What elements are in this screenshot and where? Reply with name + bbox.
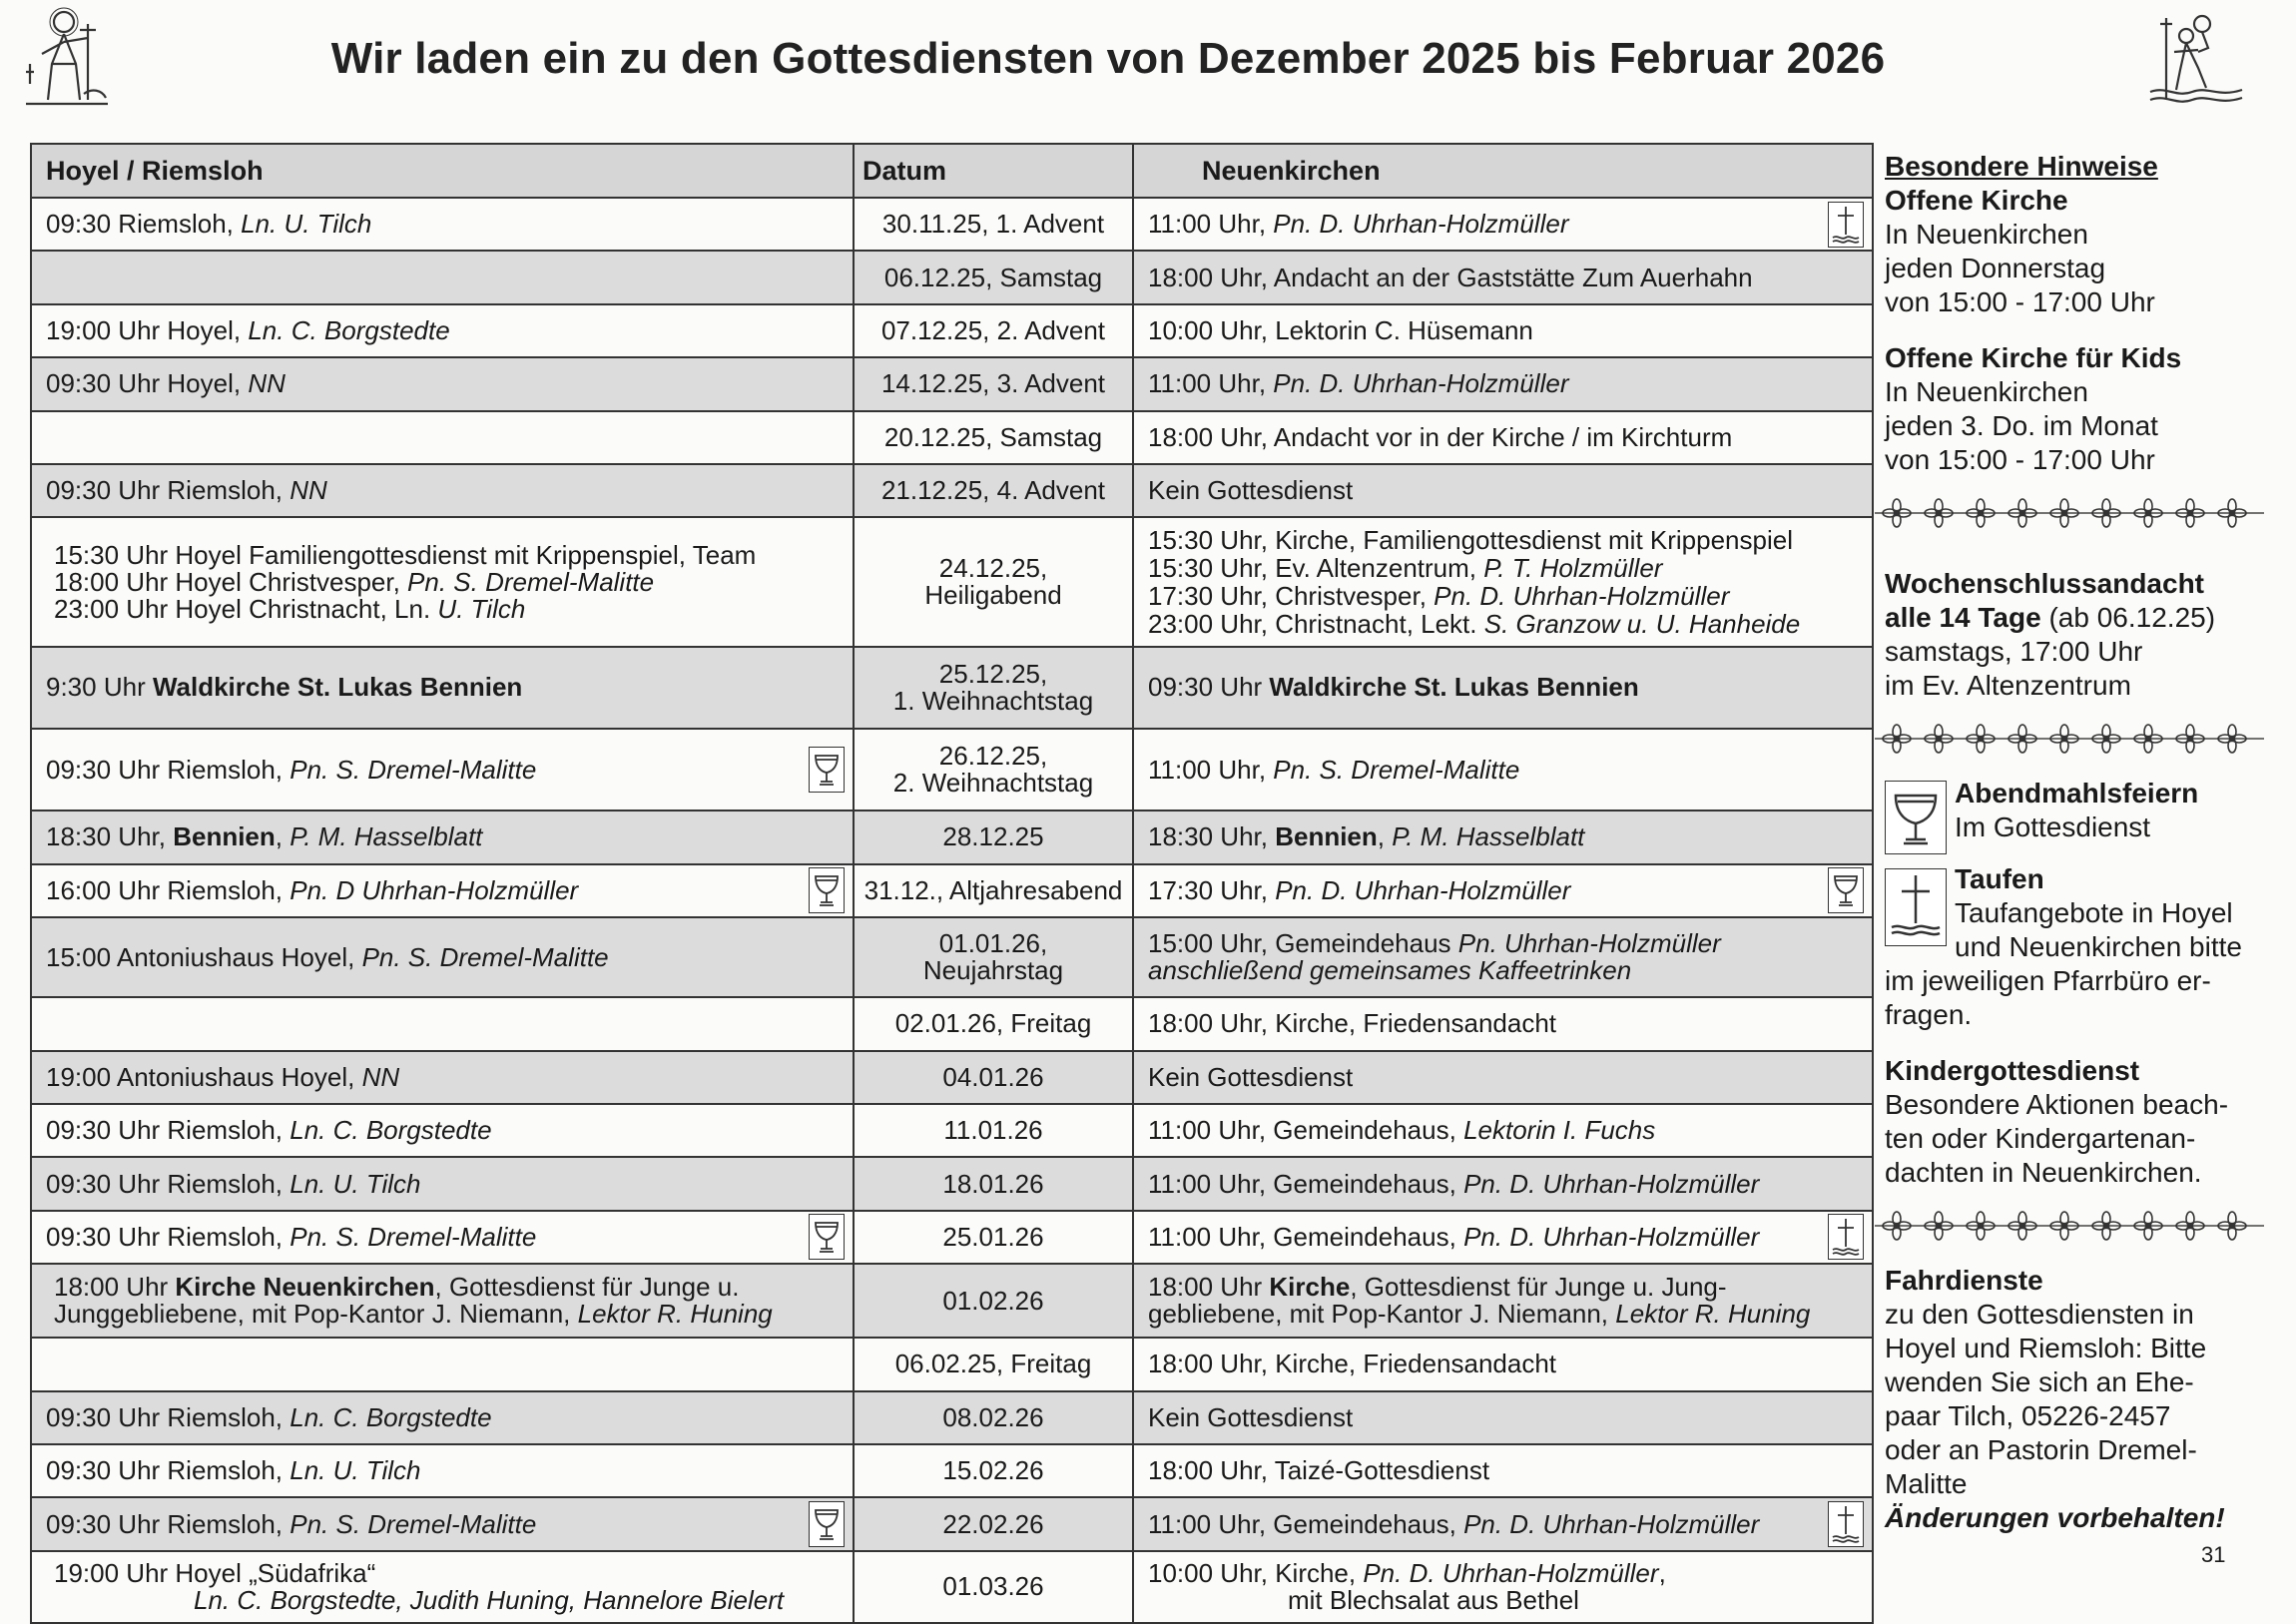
table-row — [31, 411, 1873, 464]
hoyel-text: 19:00 Uhr Hoyel, — [46, 315, 249, 346]
date-text: 31.12., Altjahresabend — [863, 874, 1123, 905]
hoyel-text: 09:30 Uhr Riemsloh, — [46, 1401, 290, 1432]
neuenkirchen-text: gebliebene, mit Pop-Kantor J. Niemann, — [1148, 1299, 1616, 1330]
date-text: 06.02.25, Freitag — [894, 1349, 1092, 1379]
hoyel-text: Ln. C. Borgstedte — [289, 1115, 492, 1146]
cross-water-icon — [1828, 1501, 1864, 1547]
neuenkirchen-text: Pn. D. Uhrhan-Holzmüller — [1463, 1168, 1760, 1199]
offene-kirche-line: jeden Donnerstag — [1885, 253, 2106, 283]
kindergottesdienst-block — [1885, 1054, 2269, 1190]
date-cell — [854, 1338, 1133, 1390]
date-cell — [854, 917, 1133, 997]
cross-water-icon — [1885, 868, 1947, 946]
hoyel-cell — [31, 1211, 854, 1264]
hoyel-text: Pn. S. Dremel-Malitte — [361, 941, 609, 972]
date-cell — [854, 411, 1133, 464]
neuenkirchen-text: 10:00 Uhr, Kirche, — [1148, 1557, 1364, 1588]
chalice-icon — [809, 1501, 845, 1547]
hoyel-cell — [31, 729, 854, 811]
taufen-line: fragen. — [1885, 999, 1973, 1030]
hoyel-text: 09:30 Uhr Riemsloh, — [46, 1168, 290, 1199]
date-cell — [854, 464, 1133, 517]
cross-water-icon — [1828, 202, 1864, 248]
page-number: 31 — [2201, 1542, 2226, 1567]
date-text: 2. Weihnachtstag — [892, 768, 1094, 799]
date-cell — [854, 1551, 1133, 1623]
neuenkirchen-text: , Gottesdienst für Junge u. Jung- — [1350, 1272, 1727, 1303]
neuenkirchen-text: 18:00 Uhr, Kirche, Friedensandacht — [1148, 1008, 1557, 1039]
saint-christopher-logo-icon — [2146, 10, 2246, 106]
neuenkirchen-text: 09:30 Uhr — [1148, 672, 1270, 703]
neuenkirchen-cell — [1133, 411, 1873, 464]
hoyel-cell — [31, 198, 854, 251]
neuenkirchen-text: 11:00 Uhr, — [1148, 209, 1274, 240]
hoyel-text: Kirche Neuenkirchen — [175, 1272, 435, 1303]
date-text: 14.12.25, 3. Advent — [880, 368, 1106, 399]
table-row — [31, 1157, 1873, 1210]
neuenkirchen-text: Kein Gottesdienst — [1148, 1061, 1354, 1092]
hoyel-text: Ln. U. Tilch — [289, 1168, 421, 1199]
neuenkirchen-text: Pn. D. Uhrhan-Holzmüller — [1363, 1557, 1659, 1588]
hoyel-cell — [31, 997, 854, 1050]
date-cell — [854, 1444, 1133, 1497]
table-row — [31, 917, 1873, 997]
offene-kirche-line: von 15:00 - 17:00 Uhr — [1885, 286, 2155, 317]
neuenkirchen-text: Pn. D. Uhrhan-Holzmüller — [1275, 874, 1571, 905]
abendmahl-legend — [1885, 777, 2269, 844]
hoyel-text: Ln. C. Borgstedte, Judith Huning, Hannelore Bielert — [194, 1584, 785, 1615]
neuenkirchen-cell — [1133, 1444, 1873, 1497]
table-row — [31, 1444, 1873, 1497]
taufen-line: und Neuenkirchen bitte — [1955, 931, 2242, 962]
table-row — [31, 251, 1873, 303]
date-cell — [854, 251, 1133, 303]
hoyel-cell — [31, 1157, 854, 1210]
date-text: 22.02.26 — [942, 1508, 1044, 1539]
neuenkirchen-cell — [1133, 1051, 1873, 1104]
date-text: 01.02.26 — [942, 1285, 1044, 1316]
table-row — [31, 1497, 1873, 1550]
date-text: 1. Weihnachtstag — [892, 685, 1094, 716]
kinder-line: dachten in Neuenkirchen. — [1885, 1157, 2202, 1188]
date-text: 01.03.26 — [942, 1571, 1044, 1602]
neuenkirchen-cell — [1133, 1104, 1873, 1157]
taufen-legend — [1885, 862, 2269, 964]
hoyel-text: Pn. S. Dremel-Malitte — [289, 1508, 537, 1539]
neuenkirchen-text: Pn. Uhrhan-Holzmüller — [1457, 928, 1721, 959]
abendmahl-text: Im Gottesdienst — [1955, 812, 2151, 842]
neuenkirchen-text: Pn. D. Uhrhan-Holzmüller — [1434, 581, 1730, 612]
date-cell — [854, 1264, 1133, 1338]
neuenkirchen-cell — [1133, 811, 1873, 863]
neuenkirchen-text: 11:00 Uhr, Gemeindehaus, — [1148, 1221, 1464, 1252]
hoyel-text: Pn. S. Dremel-Malitte — [289, 1221, 537, 1252]
date-text: 11.01.26 — [943, 1115, 1043, 1146]
hoyel-cell — [31, 304, 854, 357]
fahr-line: oder an Pastorin Dremel- — [1885, 1434, 2197, 1465]
neuenkirchen-text: 15:00 Uhr, Gemeindehaus — [1148, 928, 1458, 959]
table-row — [31, 304, 1873, 357]
neuenkirchen-text: 11:00 Uhr, — [1148, 368, 1274, 399]
hoyel-text: P. M. Hasselblatt — [289, 821, 483, 852]
hoyel-text: 09:30 Uhr Riemsloh, — [46, 1508, 290, 1539]
neuenkirchen-text: P. T. Holzmüller — [1483, 553, 1663, 584]
date-text: 28.12.25 — [942, 821, 1044, 852]
hoyel-text: , Gottesdienst für Junge u. — [434, 1272, 740, 1303]
table-row — [31, 864, 1873, 917]
kids-line: von 15:00 - 17:00 Uhr — [1885, 444, 2155, 475]
neuenkirchen-cell — [1133, 517, 1873, 646]
hoyel-text: 09:30 Uhr Riemsloh, — [46, 754, 290, 785]
hoyel-text: Ln. C. Borgstedte — [289, 1401, 492, 1432]
table-row — [31, 1338, 1873, 1390]
kinder-title: Kindergottesdienst — [1885, 1055, 2140, 1086]
neuenkirchen-cell — [1133, 251, 1873, 303]
table-row — [31, 1264, 1873, 1338]
neuenkirchen-text: mit Blechsalat aus Bethel — [1288, 1584, 1579, 1615]
fahr-line: paar Tilch, 05226-2457 — [1885, 1400, 2171, 1431]
hoyel-text: Pn. D Uhrhan-Holzmüller — [289, 874, 579, 905]
neuenkirchen-cell — [1133, 1338, 1873, 1390]
hoyel-text: 15:00 Antoniushaus Hoyel, — [46, 941, 362, 972]
date-cell — [854, 1157, 1133, 1210]
header-hoyel: Hoyel / Riemsloh — [31, 144, 854, 198]
wochenschluss-frequency: alle 14 Tage — [1885, 602, 2041, 633]
floral-divider-icon — [1875, 1206, 2269, 1246]
table-row — [31, 198, 1873, 251]
hoyel-text: 18:00 Uhr — [54, 1272, 176, 1303]
neuenkirchen-cell — [1133, 304, 1873, 357]
kids-block — [1885, 341, 2269, 477]
hoyel-text: Bennien — [173, 821, 276, 852]
date-text: Heiligabend — [924, 580, 1062, 611]
hoyel-text: 23:00 Uhr Hoyel Christnacht, Ln. — [54, 593, 438, 624]
hoyel-cell — [31, 251, 854, 303]
kids-title: Offene Kirche für Kids — [1885, 342, 2182, 373]
date-cell — [854, 1391, 1133, 1444]
date-text: 08.02.26 — [942, 1401, 1044, 1432]
neuenkirchen-cell — [1133, 198, 1873, 251]
neuenkirchen-cell — [1133, 917, 1873, 997]
changes-note: Änderungen vorbehalten! — [1885, 1502, 2225, 1533]
hoyel-cell — [31, 1497, 854, 1550]
neuenkirchen-cell — [1133, 1211, 1873, 1264]
table-row — [31, 1551, 1873, 1623]
date-text: 01.01.26, — [938, 928, 1048, 959]
hoyel-text: 09:30 Uhr Hoyel, — [46, 368, 249, 399]
chalice-icon — [809, 867, 845, 913]
neuenkirchen-text: Pn. D. Uhrhan-Holzmüller — [1463, 1508, 1760, 1539]
date-text: 20.12.25, Samstag — [883, 421, 1103, 452]
offene-kirche-title: Offene Kirche — [1885, 185, 2068, 216]
date-cell — [854, 357, 1133, 410]
hoyel-cell — [31, 517, 854, 646]
hoyel-text: 09:30 Uhr Riemsloh, — [46, 1221, 290, 1252]
taufen-line: im jeweiligen Pfarrbüro er- — [1885, 965, 2211, 996]
date-cell — [854, 729, 1133, 811]
neuenkirchen-text: P. M. Hasselblatt — [1392, 821, 1585, 852]
neuenkirchen-text: 17:30 Uhr, Christvesper, — [1148, 581, 1435, 612]
table-row — [31, 729, 1873, 811]
neuenkirchen-cell — [1133, 1551, 1873, 1623]
date-cell — [854, 1211, 1133, 1264]
neuenkirchen-text: 11:00 Uhr, Gemeindehaus, — [1148, 1168, 1464, 1199]
neuenkirchen-cell — [1133, 1264, 1873, 1338]
abendmahl-title: Abendmahlsfeiern — [1955, 778, 2199, 809]
cross-water-icon — [1828, 1214, 1864, 1260]
neuenkirchen-text: Kein Gottesdienst — [1148, 1401, 1354, 1432]
date-text: 30.11.25, 1. Advent — [881, 209, 1105, 240]
neuenkirchen-text: Bennien — [1275, 821, 1378, 852]
date-cell — [854, 517, 1133, 646]
chalice-icon — [1885, 781, 1947, 854]
date-text: 25.01.26 — [942, 1221, 1044, 1252]
date-cell — [854, 811, 1133, 863]
table-row — [31, 647, 1873, 729]
header-datum: Datum — [854, 144, 1133, 198]
hoyel-text: 9:30 Uhr — [46, 672, 153, 703]
offene-kirche-line: In Neuenkirchen — [1885, 219, 2088, 250]
hoyel-cell — [31, 1338, 854, 1390]
neuenkirchen-text: S. Granzow u. U. Hanheide — [1483, 609, 1801, 640]
wochenschluss-title: Wochenschlussandacht — [1885, 568, 2205, 599]
date-text: 15.02.26 — [942, 1455, 1044, 1486]
hoyel-cell — [31, 864, 854, 917]
neuenkirchen-text: 18:00 Uhr, Kirche, Friedensandacht — [1148, 1349, 1557, 1379]
offene-kirche-block — [1885, 184, 2269, 319]
hoyel-text: 09:30 Uhr Riemsloh, — [46, 1115, 290, 1146]
neuenkirchen-text: 18:00 Uhr, Andacht vor in der Kirche / im Kirchturm — [1148, 421, 1733, 452]
wochenschluss-block — [1885, 567, 2269, 703]
neuenkirchen-cell — [1133, 357, 1873, 410]
hoyel-text: NN — [289, 475, 327, 506]
kids-line: In Neuenkirchen — [1885, 376, 2088, 407]
neuenkirchen-text: 11:00 Uhr, Gemeindehaus, — [1148, 1508, 1464, 1539]
hoyel-text: Junggebliebene, mit Pop-Kantor J. Niemann, — [54, 1299, 578, 1330]
fahrdienste-block — [1885, 1264, 2269, 1535]
hoyel-cell — [31, 1264, 854, 1338]
hoyel-cell — [31, 357, 854, 410]
hoyel-cell — [31, 811, 854, 863]
neuenkirchen-text: Kein Gottesdienst — [1148, 475, 1354, 506]
saint-logo-icon — [22, 4, 112, 108]
neuenkirchen-text: 11:00 Uhr, — [1148, 754, 1274, 785]
neuenkirchen-text: 15:30 Uhr, Ev. Altenzentrum, — [1148, 553, 1484, 584]
date-cell — [854, 997, 1133, 1050]
chalice-icon — [809, 1214, 845, 1260]
date-text: 07.12.25, 2. Advent — [880, 315, 1106, 346]
hoyel-text: 09:30 Uhr Riemsloh, — [46, 475, 290, 506]
date-text: 24.12.25, — [938, 553, 1048, 584]
neuenkirchen-cell — [1133, 647, 1873, 729]
neuenkirchen-text: , — [1377, 821, 1393, 852]
page-title: Wir laden ein zu den Gottesdiensten von Dezember 2025 bis Februar 2026 — [330, 34, 1886, 83]
neuenkirchen-text: 17:30 Uhr, — [1148, 874, 1276, 905]
hoyel-cell — [31, 647, 854, 729]
date-text: 04.01.26 — [942, 1061, 1044, 1092]
hoyel-text: , — [275, 821, 290, 852]
neuenkirchen-text: 10:00 Uhr, Lektorin C. Hüsemann — [1148, 315, 1533, 346]
wochenschluss-start: (ab 06.12.25) — [2040, 602, 2216, 633]
hoyel-text: Lektor R. Huning — [577, 1299, 773, 1330]
taufen-title: Taufen — [1955, 863, 2044, 894]
floral-divider-icon — [1875, 493, 2269, 533]
table-row — [31, 1104, 1873, 1157]
table-row — [31, 1051, 1873, 1104]
date-text: 02.01.26, Freitag — [894, 1008, 1092, 1039]
neuenkirchen-text: 18:00 Uhr, Andacht an der Gaststätte Zum Auerhahn — [1148, 262, 1753, 292]
neuenkirchen-text: Kirche — [1269, 1272, 1351, 1303]
hoyel-cell — [31, 1104, 854, 1157]
neuenkirchen-text: 11:00 Uhr, Gemeindehaus, — [1148, 1115, 1464, 1146]
kinder-line: Besondere Aktionen beach- — [1885, 1089, 2229, 1120]
table-row — [31, 464, 1873, 517]
hoyel-text: U. Tilch — [437, 593, 526, 624]
neuenkirchen-text: 18:30 Uhr, — [1148, 821, 1276, 852]
hoyel-text: Ln. U. Tilch — [241, 209, 372, 240]
chalice-icon — [809, 747, 845, 793]
neuenkirchen-text: Pn. S. Dremel-Malitte — [1273, 754, 1520, 785]
hoyel-cell — [31, 1551, 854, 1623]
hoyel-text: Pn. S. Dremel-Malitte — [289, 754, 537, 785]
fahr-line: Malitte — [1885, 1468, 1968, 1499]
date-cell — [854, 198, 1133, 251]
wochenschluss-line: samstags, 17:00 Uhr — [1885, 636, 2143, 667]
hoyel-text: NN — [248, 368, 286, 399]
hoyel-text: Ln. C. Borgstedte — [248, 315, 450, 346]
neuenkirchen-text: Waldkirche St. Lukas Bennien — [1269, 672, 1639, 703]
date-cell — [854, 1051, 1133, 1104]
neuenkirchen-text: Pn. D. Uhrhan-Holzmüller — [1273, 209, 1569, 240]
neuenkirchen-text: 18:00 Uhr — [1148, 1272, 1270, 1303]
table-row — [31, 811, 1873, 863]
date-cell — [854, 1497, 1133, 1550]
fahr-title: Fahrdienste — [1885, 1265, 2043, 1296]
hoyel-text: Waldkirche St. Lukas Bennien — [152, 672, 523, 703]
taufen-more — [1885, 964, 2269, 1032]
neuenkirchen-text: Lektor R. Huning — [1615, 1299, 1811, 1330]
chalice-icon — [1828, 867, 1864, 913]
neuenkirchen-cell — [1133, 1157, 1873, 1210]
neuenkirchen-text: 15:30 Uhr, Kirche, Familiengottesdienst mit Krippenspiel — [1148, 525, 1793, 556]
hoyel-text: 15:30 Uhr Hoyel Familiengottesdienst mit Krippenspiel, Team — [54, 539, 757, 570]
table-row — [31, 517, 1873, 646]
fahr-line: wenden Sie sich an Ehe- — [1885, 1366, 2194, 1397]
neuenkirchen-text: 18:00 Uhr, Taizé-Gottesdienst — [1148, 1455, 1490, 1486]
neuenkirchen-text: Pn. D. Uhrhan-Holzmüller — [1463, 1221, 1760, 1252]
hoyel-text: Pn. S. Dremel-Malitte — [407, 566, 655, 597]
hoyel-text: 18:30 Uhr, — [46, 821, 174, 852]
hoyel-text: 09:30 Riemsloh, — [46, 209, 242, 240]
table-row — [31, 357, 1873, 410]
floral-divider-icon — [1875, 719, 2269, 759]
neuenkirchen-cell — [1133, 729, 1873, 811]
neuenkirchen-cell — [1133, 864, 1873, 917]
neuenkirchen-cell — [1133, 1391, 1873, 1444]
table-row — [31, 1391, 1873, 1444]
service-schedule-table — [30, 143, 1874, 1624]
neuenkirchen-text: Lektorin I. Fuchs — [1463, 1115, 1656, 1146]
sidebar-heading: Besondere Hinweise — [1885, 151, 2158, 182]
hoyel-text: 18:00 Uhr Hoyel Christvesper, — [54, 566, 408, 597]
date-text: 26.12.25, — [938, 741, 1048, 772]
kinder-line: ten oder Kindergartenan- — [1885, 1123, 2196, 1154]
neuenkirchen-text: , — [1658, 1557, 1666, 1588]
hoyel-cell — [31, 1051, 854, 1104]
taufen-line: Taufangebote in Hoyel — [1955, 897, 2233, 928]
date-text: 25.12.25, — [938, 658, 1048, 689]
hoyel-text: 16:00 Uhr Riemsloh, — [46, 874, 290, 905]
hoyel-cell — [31, 917, 854, 997]
date-cell — [854, 864, 1133, 917]
fahr-line: zu den Gottesdiensten in — [1885, 1299, 2194, 1330]
hoyel-cell — [31, 411, 854, 464]
date-cell — [854, 1104, 1133, 1157]
date-text: 06.12.25, Samstag — [883, 262, 1103, 292]
kids-line: jeden 3. Do. im Monat — [1885, 410, 2158, 441]
date-text: 21.12.25, 4. Advent — [880, 475, 1106, 506]
header-neuenkirchen: Neuenkirchen — [1133, 144, 1873, 198]
sidebar-notes — [1885, 150, 2269, 1535]
hoyel-text: NN — [361, 1061, 400, 1092]
date-text: Neujahrstag — [922, 955, 1064, 986]
date-cell — [854, 647, 1133, 729]
fahr-line: Hoyel und Riemsloh: Bitte — [1885, 1333, 2207, 1363]
neuenkirchen-cell — [1133, 1497, 1873, 1550]
table-row — [31, 997, 1873, 1050]
hoyel-text: Ln. U. Tilch — [289, 1455, 421, 1486]
hoyel-cell — [31, 1391, 854, 1444]
neuenkirchen-text: 23:00 Uhr, Christnacht, Lekt. — [1148, 609, 1484, 640]
hoyel-text: 19:00 Antoniushaus Hoyel, — [46, 1061, 362, 1092]
neuenkirchen-cell — [1133, 997, 1873, 1050]
table-row — [31, 1211, 1873, 1264]
hoyel-cell — [31, 464, 854, 517]
date-cell — [854, 304, 1133, 357]
hoyel-text: 19:00 Uhr Hoyel „Südafrika“ — [54, 1557, 376, 1588]
hoyel-cell — [31, 1444, 854, 1497]
neuenkirchen-cell — [1133, 464, 1873, 517]
neuenkirchen-text: Pn. D. Uhrhan-Holzmüller — [1273, 368, 1569, 399]
neuenkirchen-text: anschließend gemeinsames Kaffeetrinken — [1148, 955, 1632, 986]
date-text: 18.01.26 — [942, 1168, 1044, 1199]
hoyel-text: 09:30 Uhr Riemsloh, — [46, 1455, 290, 1486]
wochenschluss-line: im Ev. Altenzentrum — [1885, 670, 2131, 701]
